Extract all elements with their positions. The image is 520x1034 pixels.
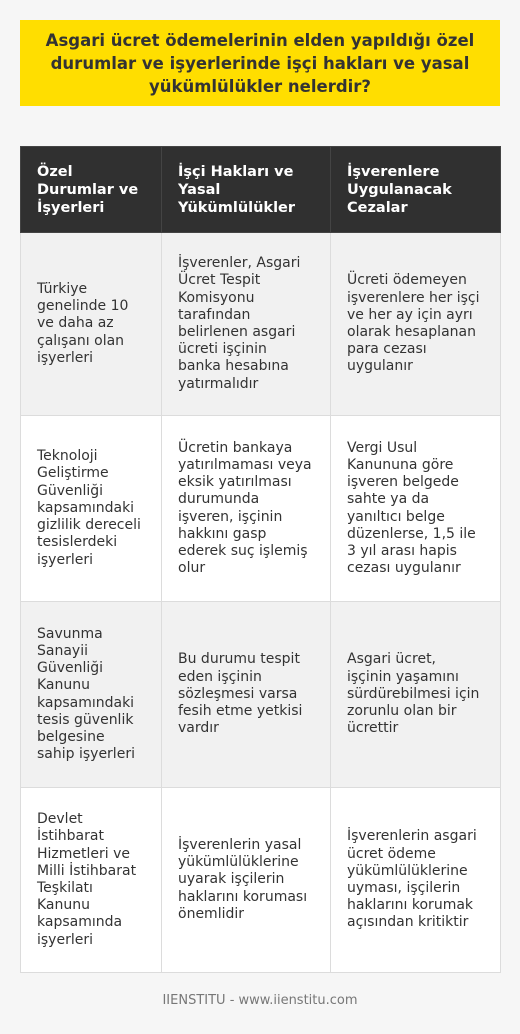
table-cell: Ücreti ödemeyen işverenlere her işçi ve her ay için ayrı olarak hesaplanan para cezası uygulanır xyxy=(331,233,501,416)
footer-credit: IIENSTITU - www.iienstitu.com xyxy=(162,993,358,1008)
column-header: İşçi Hakları ve Yasal Yükümlülükler xyxy=(162,147,331,233)
table-row xyxy=(21,416,501,602)
table-cell: Bu durumu tespit eden işçinin sözleşmesi varsa fesih etme yetkisi vardır xyxy=(162,602,331,788)
table-row xyxy=(21,602,501,788)
table-cell: İşverenlerin asgari ücret ödeme yükümlülüklerine uyması, işçilerin haklarını korumak açısından kritiktir xyxy=(331,788,501,973)
table-header-row xyxy=(21,147,501,233)
table-cell: Vergi Usul Kanununa göre işveren belgede sahte ya da yanıltıcı belge düzenlerse, 1,5 ile 3 yıl arası hapis cezası uygulanır xyxy=(331,416,501,602)
info-table xyxy=(20,146,501,973)
table-cell: Türkiye genelinde 10 ve daha az çalışanı olan işyerleri xyxy=(21,233,162,416)
table-cell: Asgari ücret, işçinin yaşamını sürdürebilmesi için zorunlu olan bir ücrettir xyxy=(331,602,501,788)
table-row xyxy=(21,233,501,416)
table-cell: Savunma Sanayii Güvenliği Kanunu kapsamındaki tesis güvenlik belgesine sahip işyerleri xyxy=(21,602,162,788)
table-cell: İşverenlerin yasal yükümlülüklerine uyarak işçilerin haklarını koruması önemlidir xyxy=(162,788,331,973)
title-banner xyxy=(20,20,500,106)
table-cell: Ücretin bankaya yatırılmaması veya eksik yatırılması durumunda işveren, işçinin hakkını gasp ederek suç işlemiş olur xyxy=(162,416,331,602)
column-header: İşverenlere Uygulanacak Cezalar xyxy=(331,147,501,233)
table-cell: Teknoloji Geliştirme Güvenliği kapsamındaki gizlilik dereceli tesislerdeki işyerleri xyxy=(21,416,162,602)
table-cell: İşverenler, Asgari Ücret Tespit Komisyonu tarafından belirlenen asgari ücreti işçinin banka hesabına yatırmalıdır xyxy=(162,233,331,416)
column-header: Özel Durumlar ve İşyerleri xyxy=(21,147,162,233)
table-row xyxy=(21,788,501,973)
table-cell: Devlet İstihbarat Hizmetleri ve Milli İstihbarat Teşkilatı Kanunu kapsamında işyerleri xyxy=(21,788,162,973)
page-title: Asgari ücret ödemelerinin elden yapıldığı özel durumlar ve işyerlerinde işçi hakları ve yasal yükümlülükler nelerdir? xyxy=(45,30,475,96)
